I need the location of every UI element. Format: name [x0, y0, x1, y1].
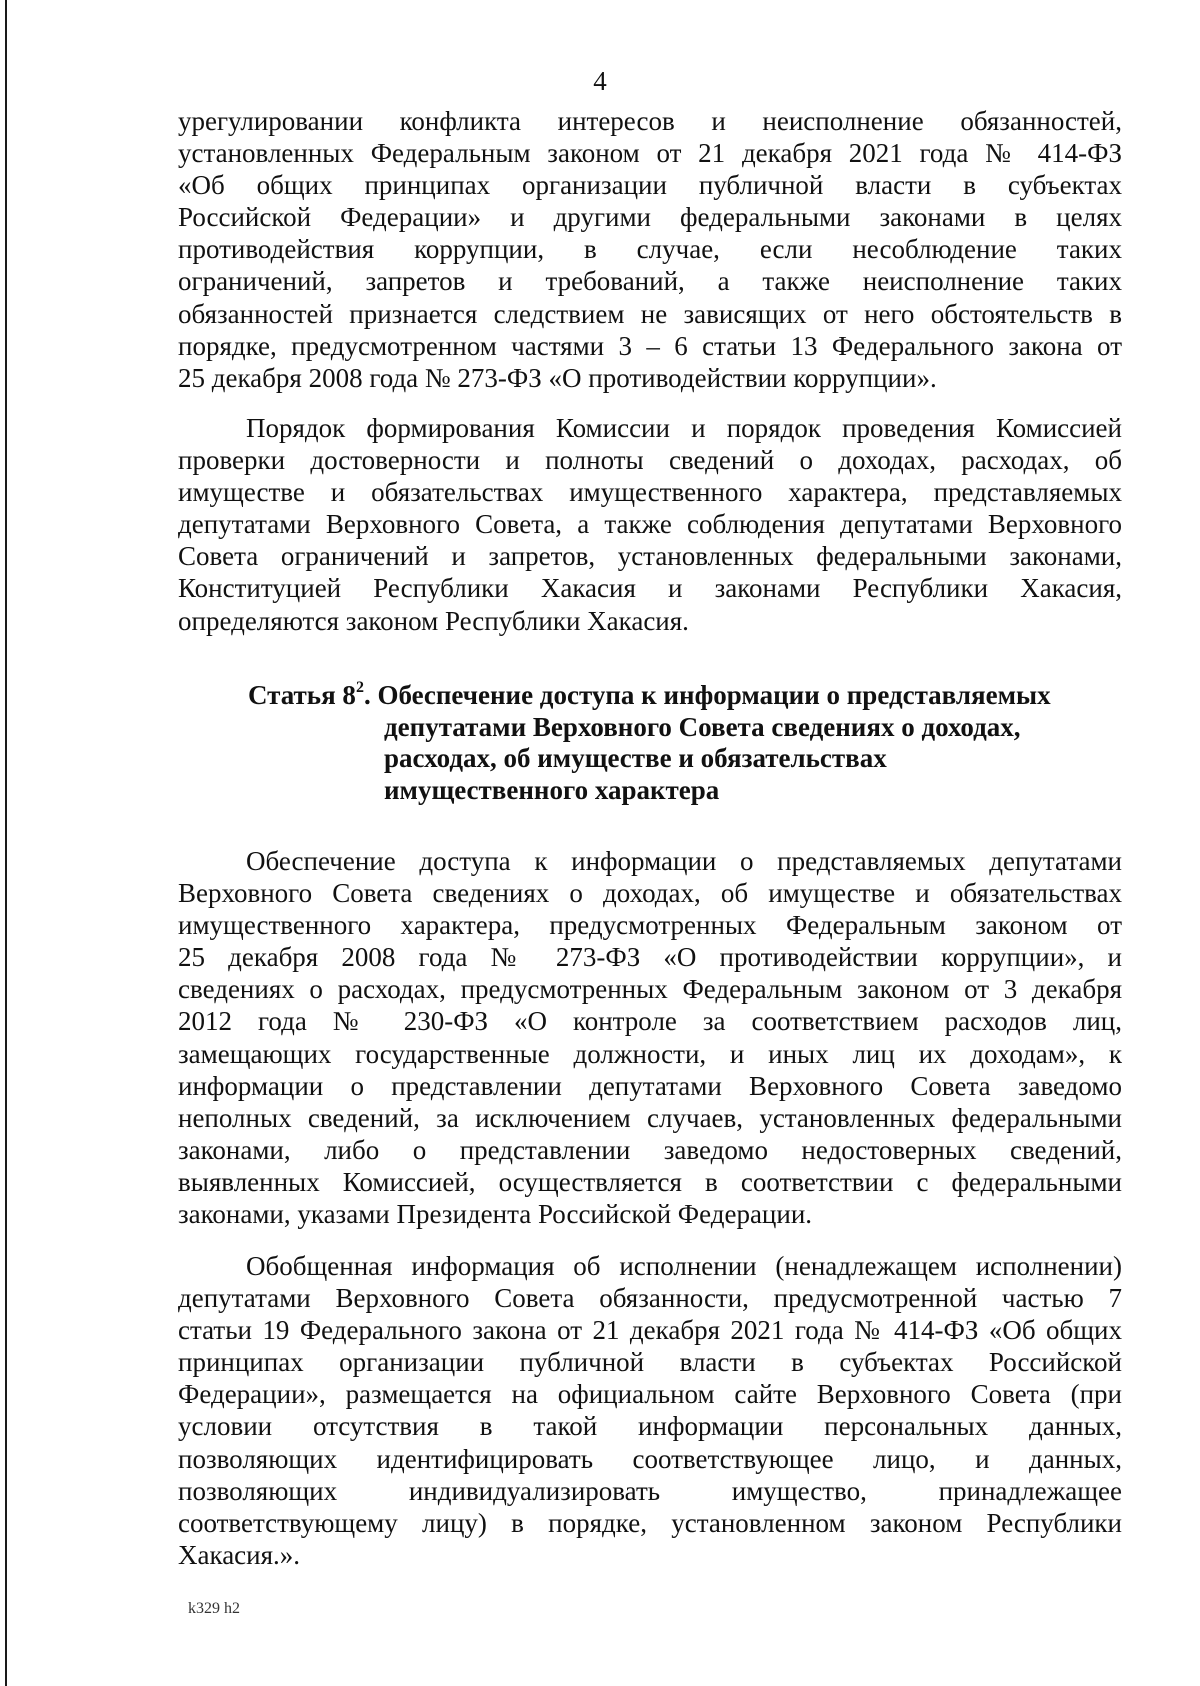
text-line: Российской Федерации» и другими федеральными законами в целях [178, 202, 1122, 233]
article-heading-line: имущественного характера [384, 774, 720, 805]
article-number: Статья 8 [248, 680, 356, 710]
text-line: проверки достоверности и полноты сведений о доходах, расходах, об [178, 445, 1122, 476]
article-heading-line [248, 680, 1128, 712]
article-superscript: 2 [355, 679, 364, 696]
text-line: условии отсутствия в такой информации персональных данных, [178, 1411, 1122, 1442]
text-line: Федерации», размещается на официальном сайте Верховного Совета (при [178, 1379, 1122, 1410]
article-title-start: . Обеспечение доступа к информации о представляемых [363, 680, 1051, 710]
text-line: ограничений, запретов и требований, а также неисполнение таких [178, 266, 1122, 297]
text-line: Обеспечение доступа к информации о представляемых депутатами [246, 846, 1122, 876]
text-line: информации о представлении депутатами Верховного Совета заведомо [178, 1070, 1122, 1101]
text-line: 25 декабря 2008 года № 273-ФЗ «О противодействии коррупции». [178, 362, 937, 393]
text-line: соответствующему лицу) в порядке, установленном законом Республики [178, 1507, 1122, 1538]
text-line: обязанностей признается следствием не зависящих от него обстоятельств в [178, 298, 1122, 329]
paragraph-generalized-information [178, 1250, 1122, 1571]
text-line: 25 декабря 2008 года № 273-ФЗ «О противодействии коррупции», и [178, 942, 1122, 973]
text-line: урегулировании конфликта интересов и неисполнение обязанностей, [178, 106, 1122, 136]
document-code: k329 h2 [188, 1600, 240, 1617]
text-line: порядке, предусмотренном частями 3 – 6 статьи 13 Федерального закона от [178, 330, 1122, 361]
text-line: определяются законом Республики Хакасия. [178, 605, 689, 636]
text-line: 2012 года № 230-ФЗ «О контроле за соответствием расходов лиц, [178, 1006, 1122, 1037]
text-line: имуществе и обязательствах имущественного характера, представляемых [178, 477, 1122, 508]
text-line: Верховного Совета сведениях о доходах, об имуществе и обязательствах [178, 878, 1122, 909]
text-line: неполных сведений, за исключением случаев, установленных федеральными [178, 1102, 1122, 1133]
article-heading-line: расходах, об имуществе и обязательствах [384, 743, 887, 773]
text-line: «Об общих принципах организации публичной власти в субъектах [178, 170, 1122, 201]
page-number: 4 [593, 66, 607, 96]
text-line: имущественного характера, предусмотренных Федеральным законом от [178, 910, 1122, 941]
text-line: выявленных Комиссией, осуществляется в соответствии с федеральными [178, 1166, 1122, 1197]
text-line: депутатами Верховного Совета, а также соблюдения депутатами Верховного [178, 509, 1122, 540]
article-heading [248, 680, 1128, 806]
text-line: депутатами Верховного Совета обязанности, предусмотренной частью 7 [178, 1283, 1122, 1314]
text-line: Обобщенная информация об исполнении (ненадлежащем исполнении) [246, 1251, 1122, 1281]
text-line: статьи 19 Федерального закона от 21 декабря 2021 года № 414-ФЗ «Об общих [178, 1315, 1122, 1346]
text-line: Хакасия.». [178, 1539, 301, 1570]
text-line: Конституцией Республики Хакасия и законами Республики Хакасия, [178, 573, 1122, 604]
text-line: сведениях о расходах, предусмотренных Федеральным законом от 3 декабря [178, 974, 1122, 1005]
text-line: Совета ограничений и запретов, установленных федеральными законами, [178, 541, 1122, 572]
text-line: замещающих государственные должности, и иных лиц их доходам», к [178, 1038, 1122, 1069]
paragraph-commission-procedure [178, 412, 1122, 637]
text-line: законами, указами Президента Российской Федерации. [178, 1199, 813, 1230]
paragraph-continuation [178, 105, 1122, 394]
article-heading-line: депутатами Верховного Совета сведениях о доходах, [384, 711, 1021, 742]
text-line: установленных Федеральным законом от 21 декабря 2021 года № 414-ФЗ [178, 138, 1122, 169]
text-line: позволяющих индивидуализировать имущество, принадлежащее [178, 1475, 1122, 1506]
text-line: позволяющих идентифицировать соответствующее лицо, и данных, [178, 1443, 1122, 1474]
text-line: законами, либо о представлении заведомо недостоверных сведений, [178, 1134, 1122, 1165]
scan-edge-line [5, 0, 7, 1686]
text-line: принципах организации публичной власти в субъектах Российской [178, 1347, 1122, 1378]
paragraph-access-to-information [178, 845, 1122, 1230]
text-line: противодействия коррупции, в случае, если несоблюдение таких [178, 234, 1122, 265]
text-line: Порядок формирования Комиссии и порядок проведения Комиссией [246, 413, 1122, 443]
